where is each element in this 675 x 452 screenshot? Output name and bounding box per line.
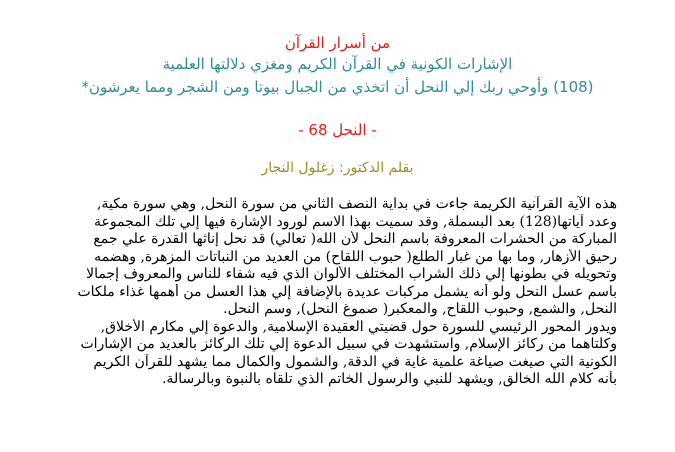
series-title: من أسرار القرآن — [284, 34, 391, 52]
article-body — [52, 196, 617, 389]
body-line-8: ويدور المحور الرئيسي للسورة حول قضيتي العقيدة الإسلامية, والدعوة إلي مكارم الأخلاق, — [100, 318, 617, 335]
body-line-2: وعدد آياتها(128) بعد البسملة, وقد سميت بهذا الاسم لورود الإشارة فيها إلي تلك المجموعة — [93, 213, 617, 230]
article-title: الإشارات الكونية في القرآن الكريم ومغزي دلالتها العلمية — [162, 55, 513, 73]
surah-reference: - النحل 68 - — [298, 121, 377, 139]
body-line-9: وكلتاهما من ركائز الإسلام, واستشهدت في سبيل الدعوة إلي تلك الركائز بالعديد من الإشارات — [80, 336, 617, 352]
body-line-11: بأنه كلام الله الخالق, ويشهد للنبي والرسول الخاتم الذي تلقاه بالنبوة وبالرسالة. — [161, 371, 617, 387]
author-byline: بقلم الدكتور: زغلول النجار — [261, 160, 414, 176]
body-line-3: المباركة من الحشرات المعروفة باسم النحل لأن الله( تعالي) قد نحل إناثها القدرة علي جمع — [93, 231, 617, 247]
body-line-5: وتحويله في بطونها إلي ذلك الشراب المختلف الألوان الذي فيه شفاء للناس والمعروف إجمالا — [86, 266, 617, 282]
body-line-10: الكونية التي صيغت صياغة علمية غاية في الدقة, والشمول والكمال مما يشهد للقرآن الكريم — [93, 353, 617, 370]
body-line-6: باسم عسل النحل ولو أنه يشمل مركبات عديدة بالإضافة إلي هذا العسل من أهمها غذاء ملكات — [77, 283, 617, 300]
body-line-4: رحيق الأزهار, وما بها من غبار الطلع( حبوب اللقاح) من العديد من النباتات المزهرة, وهضمه — [94, 248, 617, 265]
body-line-7: النحل, والشمع, وحبوب اللقاح, والمعكبر( صموغ النحل), وسم النحل. — [223, 301, 617, 317]
quran-verse: (108) وأوحي ربك إلي النحل أن اتخذي من الجبال بيوتا ومن الشجر ومما يعرشون* — [81, 78, 594, 96]
body-line-1: هذه الآية القرآنية الكريمة جاءت في بداية النصف الثاني من سورة النحل, وهي سورة مكية, — [96, 196, 617, 212]
